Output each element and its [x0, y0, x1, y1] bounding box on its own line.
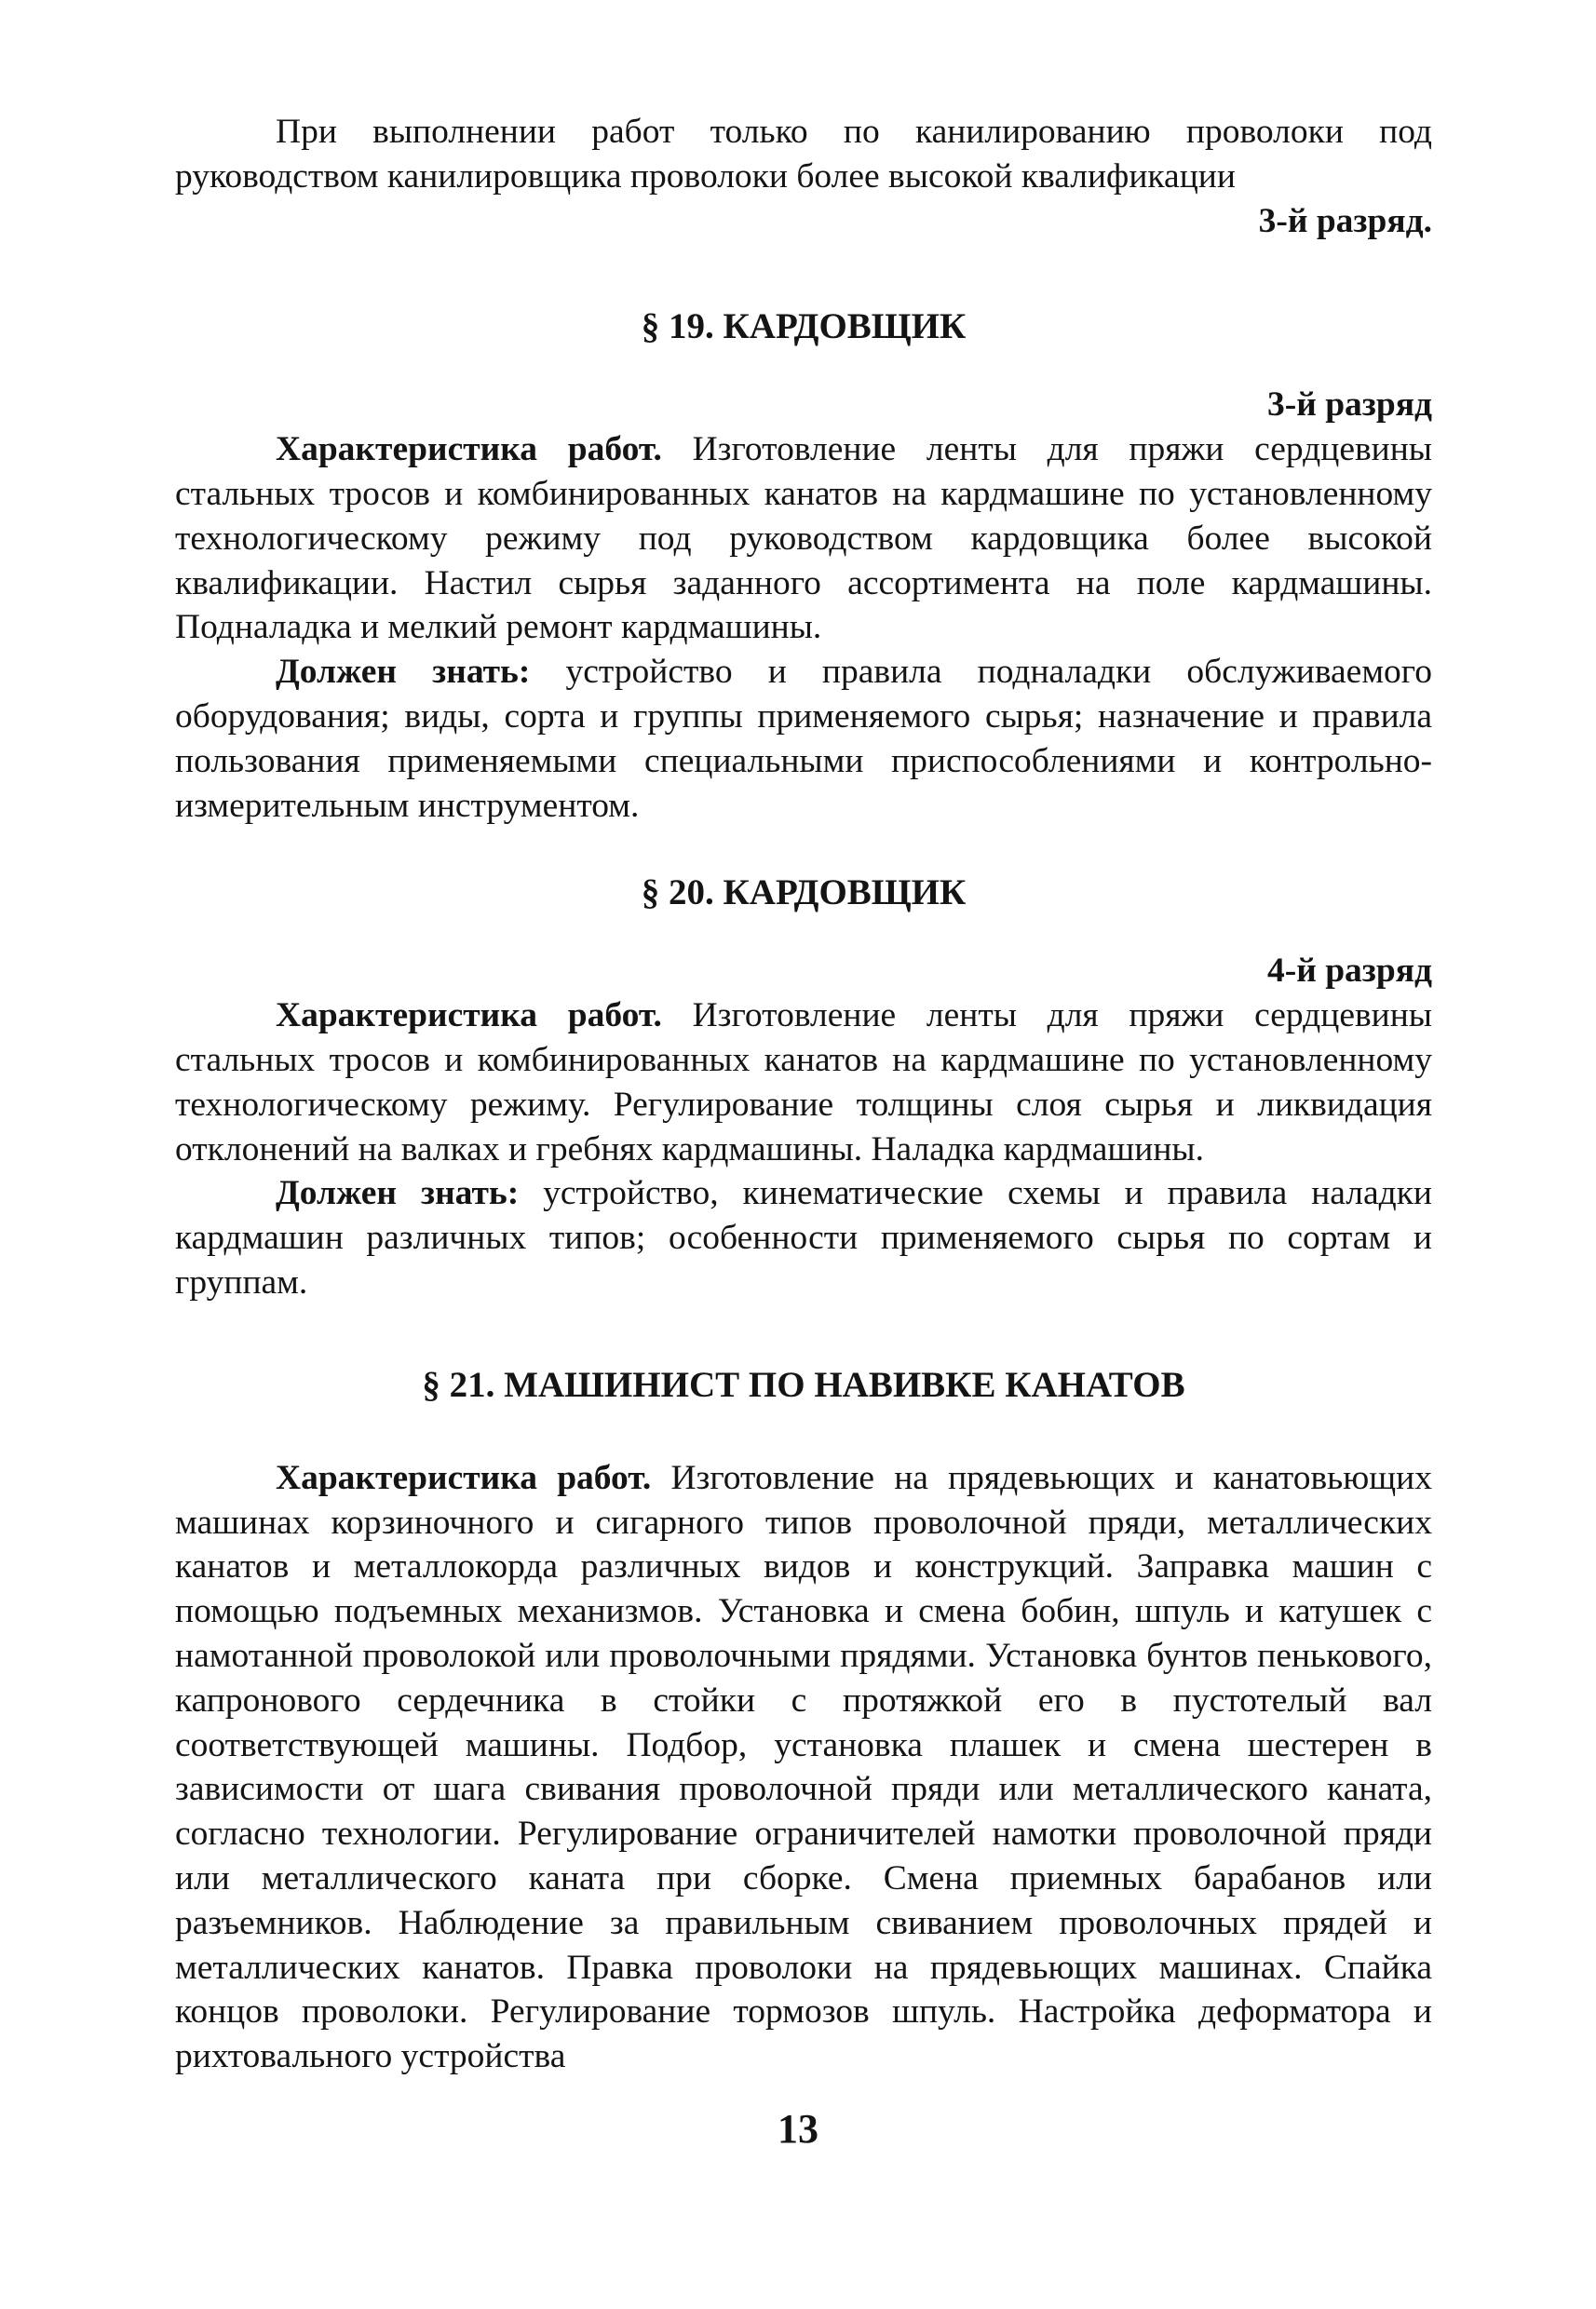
- intro-paragraph: При выполнении работ только по канилированию проволоки под руководством канилировщика проволоки более высокой квалификации: [175, 113, 1432, 196]
- section-20-knowledge-paragraph: [175, 1171, 1432, 1304]
- section-19-work-label: Характеристика работ.: [276, 430, 662, 469]
- section-20-work-text: Изготовление ленты для пряжи сердцевины стальных тросов и комбинированных канатов на кардмашине по установленному технологическому режиму. Регулирование толщины слоя сырья и ликвидация отклонений на валках и гребнях кардмашины. Наладка кардмашины.: [175, 996, 1432, 1168]
- section-21-work-paragraph: [175, 1456, 1432, 2079]
- section-20-work-paragraph: [175, 993, 1432, 1171]
- section-21-work-text: Изготовление на прядевьющих и канатовьющих машинах корзиночного и сигарного типов проволочной пряди, металлических канатов и металлокорда различных видов и конструкций. Заправка машин с помощью подъемных механизмов. Установка и смена бобин, шпуль и катушек с намотанной проволокой или проволочными прядями. Установка бунтов пенькового, капронового сердечника в стойки с протяжкой его в пустотелый вал соответствующей машины. Подбор, установка плашек и смена шестерен в зависимости от шага свивания проволочной пряди или металлического каната, согласно технологии. Регулирование ограничителей намотки проволочной пряди или металлического каната при сборке. Смена приемных барабанов или разъемников. Наблюдение за правильным свиванием проволочных прядей и металлических канатов. Правка проволоки на прядевьющих машинах. Спайка концов проволоки. Регулирование тормозов шпуль. Настройка деформатора и рихтовального устройства: [175, 1458, 1432, 2076]
- section-19-heading: § 19. КАРДОВЩИК: [641, 306, 967, 347]
- section-20-knowledge-label: Должен знать:: [276, 1174, 520, 1213]
- section-20-grade: 4-й разряд: [1266, 952, 1432, 991]
- section-19-work-text: Изготовление ленты для пряжи сердцевины стальных тросов и комбинированных канатов на кардмашине по установленному технологическому режиму под руководством кардовщика более высокой квалификации. Настил сырья заданного ассортимента на поле кардмашины. Подналадка и мелкий ремонт кардмашины.: [175, 430, 1432, 647]
- section-19-knowledge-label: Должен знать:: [276, 653, 531, 692]
- page-number: 13: [778, 2106, 818, 2152]
- section-21-work-label: Характеристика работ.: [276, 1458, 652, 1497]
- section-19-knowledge-paragraph: [175, 650, 1432, 828]
- section-20-heading: § 20. КАРДОВЩИК: [641, 872, 967, 913]
- section-19-knowledge-text: устройство и правила подналадки обслуживаемого оборудования; виды, сорта и группы применяемого сырья; назначение и правила пользования применяемыми специальными приспособлениями и контрольно-измерительным инструментом.: [175, 653, 1432, 825]
- section-20-work-label: Характеристика работ.: [276, 996, 662, 1035]
- document-page: [175, 110, 1432, 2079]
- section-19-work-paragraph: [175, 427, 1432, 650]
- intro-grade: 3-й разряд.: [1258, 201, 1432, 240]
- section-20-knowledge-text: устройство, кинематические схемы и правила наладки кардмашин различных типов; особенности применяемого сырья по сортам и группам.: [175, 1174, 1432, 1302]
- section-19-grade: 3-й разряд: [1266, 385, 1432, 425]
- section-21-heading: § 21. МАШИНИСТ ПО НАВИВКЕ КАНАТОВ: [422, 1364, 1185, 1405]
